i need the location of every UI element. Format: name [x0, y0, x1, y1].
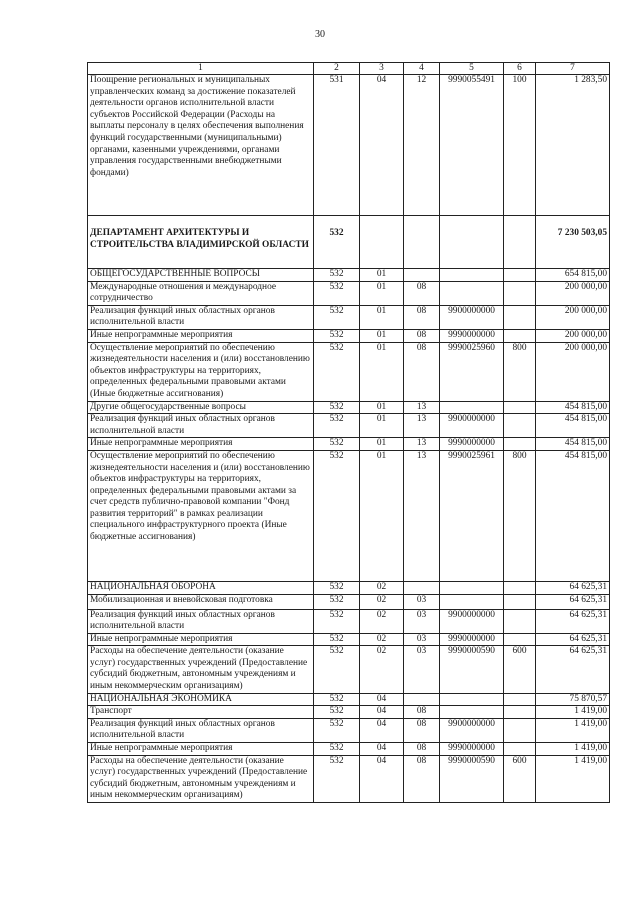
cell-ved: 532: [314, 216, 360, 269]
cell-section: 01: [360, 305, 404, 329]
cell-target-article: 9990055491: [440, 75, 504, 216]
cell-target-article: [440, 706, 504, 719]
cell-amount: 200 000,00: [536, 329, 610, 342]
cell-ved: 532: [314, 633, 360, 646]
cell-amount: 64 625,31: [536, 633, 610, 646]
cell-expense-type: [504, 414, 536, 438]
cell-amount: 64 625,31: [536, 646, 610, 693]
table-row: [88, 342, 610, 401]
cell-amount: 64 625,31: [536, 581, 610, 594]
page-number: 30: [315, 29, 325, 40]
cell-subsection: 08: [404, 706, 440, 719]
header-col-4: 4: [404, 63, 440, 75]
cell-name: Иные непрограммные мероприятия: [88, 329, 314, 342]
cell-section: 01: [360, 450, 404, 581]
cell-ved: 532: [314, 743, 360, 756]
cell-subsection: 03: [404, 646, 440, 693]
table-row: [88, 581, 610, 594]
cell-subsection: [404, 581, 440, 594]
cell-expense-type: 800: [504, 450, 536, 581]
cell-amount: 654 815,00: [536, 269, 610, 282]
cell-ved: 532: [314, 693, 360, 706]
table-row: [88, 450, 610, 581]
cell-amount: 1 419,00: [536, 718, 610, 742]
table-row: [88, 594, 610, 609]
cell-section: 04: [360, 693, 404, 706]
cell-expense-type: [504, 718, 536, 742]
cell-section: 01: [360, 342, 404, 401]
cell-amount: 454 815,00: [536, 450, 610, 581]
cell-target-article: [440, 693, 504, 706]
cell-section: 04: [360, 743, 404, 756]
cell-name: Иные непрограммные мероприятия: [88, 633, 314, 646]
cell-target-article: 9990000590: [440, 646, 504, 693]
cell-name: Реализация функций иных областных органов исполнительной власти: [88, 414, 314, 438]
cell-section: [360, 216, 404, 269]
cell-target-article: 9990000000: [440, 633, 504, 646]
cell-subsection: [404, 216, 440, 269]
cell-ved: 532: [314, 438, 360, 451]
cell-ved: 532: [314, 581, 360, 594]
cell-name: Мобилизационная и вневойсковая подготовка: [88, 594, 314, 609]
cell-ved: 531: [314, 75, 360, 216]
cell-amount: 454 815,00: [536, 438, 610, 451]
table-row: [88, 414, 610, 438]
cell-ved: 532: [314, 281, 360, 305]
cell-section: 01: [360, 438, 404, 451]
cell-target-article: [440, 216, 504, 269]
cell-target-article: [440, 269, 504, 282]
cell-target-article: 9900000000: [440, 718, 504, 742]
cell-section: 01: [360, 401, 404, 414]
cell-target-article: 9990000590: [440, 755, 504, 802]
cell-subsection: 08: [404, 329, 440, 342]
cell-subsection: 08: [404, 281, 440, 305]
cell-name: Иные непрограммные мероприятия: [88, 438, 314, 451]
table-row: [88, 216, 610, 269]
cell-subsection: [404, 269, 440, 282]
cell-section: 02: [360, 646, 404, 693]
cell-expense-type: 600: [504, 646, 536, 693]
cell-section: 04: [360, 718, 404, 742]
cell-target-article: 9990000000: [440, 329, 504, 342]
cell-ved: 532: [314, 609, 360, 633]
cell-ved: 532: [314, 594, 360, 609]
cell-expense-type: 600: [504, 755, 536, 802]
cell-expense-type: [504, 438, 536, 451]
cell-expense-type: [504, 693, 536, 706]
table-row: [88, 329, 610, 342]
cell-section: 01: [360, 414, 404, 438]
cell-subsection: [404, 693, 440, 706]
cell-target-article: 9990000000: [440, 438, 504, 451]
cell-amount: 454 815,00: [536, 401, 610, 414]
cell-expense-type: [504, 281, 536, 305]
cell-subsection: 13: [404, 450, 440, 581]
cell-name: ОБЩЕГОСУДАРСТВЕННЫЕ ВОПРОСЫ: [88, 269, 314, 282]
cell-section: 01: [360, 281, 404, 305]
cell-amount: 1 283,50: [536, 75, 610, 216]
cell-amount: 64 625,31: [536, 609, 610, 633]
cell-target-article: [440, 581, 504, 594]
cell-name: Расходы на обеспечение деятельности (оказание услуг) государственных учреждений (Предоставление субсидий бюджетным, автономным учреждениям и иным некоммерческим организациям): [88, 646, 314, 693]
cell-section: 02: [360, 633, 404, 646]
cell-subsection: 08: [404, 755, 440, 802]
cell-target-article: [440, 401, 504, 414]
cell-subsection: 03: [404, 633, 440, 646]
table-row: [88, 693, 610, 706]
cell-name: Другие общегосударственные вопросы: [88, 401, 314, 414]
cell-ved: 532: [314, 706, 360, 719]
table-header-row: [88, 63, 610, 75]
cell-ved: 532: [314, 305, 360, 329]
cell-amount: 1 419,00: [536, 755, 610, 802]
cell-amount: 7 230 503,05: [536, 216, 610, 269]
cell-name: Поощрение региональных и муниципальных управленческих команд за достижение показателей деятельности органов исполнительной власти субъектов Российской Федерации (Расходы на выплаты персоналу в целях обеспечения выполнения функций государственными (муниципальными) органами, казенными учреждениями, органами управления государственными внебюджетными фондами): [88, 75, 314, 216]
cell-target-article: [440, 594, 504, 609]
cell-subsection: 13: [404, 438, 440, 451]
cell-expense-type: 100: [504, 75, 536, 216]
cell-name: НАЦИОНАЛЬНАЯ ОБОРОНА: [88, 581, 314, 594]
header-col-2: 2: [314, 63, 360, 75]
cell-ved: 532: [314, 755, 360, 802]
cell-amount: 200 000,00: [536, 305, 610, 329]
table-row: [88, 269, 610, 282]
cell-target-article: 9900000000: [440, 609, 504, 633]
cell-name: Иные непрограммные мероприятия: [88, 743, 314, 756]
cell-name: Транспорт: [88, 706, 314, 719]
cell-section: 04: [360, 75, 404, 216]
cell-name: НАЦИОНАЛЬНАЯ ЭКОНОМИКА: [88, 693, 314, 706]
cell-expense-type: [504, 269, 536, 282]
cell-ved: 532: [314, 646, 360, 693]
cell-name: Расходы на обеспечение деятельности (оказание услуг) государственных учреждений (Предоставление субсидий бюджетным, автономным учреждениям и иным некоммерческим организациям): [88, 755, 314, 802]
cell-ved: 532: [314, 269, 360, 282]
cell-expense-type: [504, 305, 536, 329]
cell-target-article: 9990025961: [440, 450, 504, 581]
cell-subsection: 08: [404, 718, 440, 742]
cell-expense-type: [504, 594, 536, 609]
cell-expense-type: 800: [504, 342, 536, 401]
table-row: [88, 646, 610, 693]
cell-subsection: 03: [404, 609, 440, 633]
cell-expense-type: [504, 743, 536, 756]
cell-target-article: 9990000000: [440, 743, 504, 756]
cell-ved: 532: [314, 401, 360, 414]
cell-name: Осуществление мероприятий по обеспечению жизнедеятельности населения и (или) восстановлению объектов инфраструктуры на территориях, определенных федеральными правовыми актами за счет средств публично-правовой компании "Фонд развития территорий" в рамках реализации специального инфраструктурного проекта (Иные бюджетные ассигнования): [88, 450, 314, 581]
table-row: [88, 609, 610, 633]
cell-ved: 532: [314, 329, 360, 342]
cell-ved: 532: [314, 414, 360, 438]
cell-subsection: 08: [404, 743, 440, 756]
cell-amount: 75 870,57: [536, 693, 610, 706]
cell-section: 04: [360, 755, 404, 802]
table-row: [88, 281, 610, 305]
cell-subsection: 08: [404, 305, 440, 329]
cell-ved: 532: [314, 342, 360, 401]
cell-expense-type: [504, 329, 536, 342]
cell-amount: 1 419,00: [536, 743, 610, 756]
cell-name: Реализация функций иных областных органов исполнительной власти: [88, 609, 314, 633]
cell-subsection: 13: [404, 414, 440, 438]
cell-subsection: 12: [404, 75, 440, 216]
table-row: [88, 75, 610, 216]
cell-name: Реализация функций иных областных органов исполнительной власти: [88, 718, 314, 742]
header-col-3: 3: [360, 63, 404, 75]
cell-amount: 200 000,00: [536, 342, 610, 401]
table-row: [88, 305, 610, 329]
cell-subsection: 08: [404, 342, 440, 401]
cell-name: ДЕПАРТАМЕНТ АРХИТЕКТУРЫ И СТРОИТЕЛЬСТВА ВЛАДИМИРСКОЙ ОБЛАСТИ: [88, 216, 314, 269]
cell-expense-type: [504, 609, 536, 633]
header-col-6: 6: [504, 63, 536, 75]
cell-amount: 1 419,00: [536, 706, 610, 719]
cell-section: 02: [360, 594, 404, 609]
cell-expense-type: [504, 633, 536, 646]
table-row: [88, 633, 610, 646]
table-row: [88, 438, 610, 451]
cell-ved: 532: [314, 718, 360, 742]
header-col-1: 1: [88, 63, 314, 75]
cell-expense-type: [504, 706, 536, 719]
cell-amount: 454 815,00: [536, 414, 610, 438]
cell-section: 02: [360, 581, 404, 594]
cell-target-article: 9900000000: [440, 414, 504, 438]
budget-table: [87, 62, 610, 803]
cell-name: Реализация функций иных областных органов исполнительной власти: [88, 305, 314, 329]
cell-subsection: 13: [404, 401, 440, 414]
table-row: [88, 718, 610, 742]
cell-expense-type: [504, 216, 536, 269]
cell-subsection: 03: [404, 594, 440, 609]
cell-target-article: 9900000000: [440, 305, 504, 329]
cell-target-article: 9990025960: [440, 342, 504, 401]
header-col-7: 7: [536, 63, 610, 75]
header-col-5: 5: [440, 63, 504, 75]
cell-target-article: [440, 281, 504, 305]
cell-expense-type: [504, 581, 536, 594]
table-row: [88, 401, 610, 414]
table-row: [88, 706, 610, 719]
cell-section: 02: [360, 609, 404, 633]
table-row: [88, 755, 610, 802]
table-row: [88, 743, 610, 756]
cell-section: 04: [360, 706, 404, 719]
cell-name: Осуществление мероприятий по обеспечению жизнедеятельности населения и (или) восстановлению объектов инфраструктуры на территориях, определенных федеральными правовыми актами (Иные бюджетные ассигнования): [88, 342, 314, 401]
cell-ved: 532: [314, 450, 360, 581]
cell-amount: 200 000,00: [536, 281, 610, 305]
cell-section: 01: [360, 269, 404, 282]
cell-name: Международные отношения и международное сотрудничество: [88, 281, 314, 305]
cell-amount: 64 625,31: [536, 594, 610, 609]
cell-section: 01: [360, 329, 404, 342]
cell-expense-type: [504, 401, 536, 414]
